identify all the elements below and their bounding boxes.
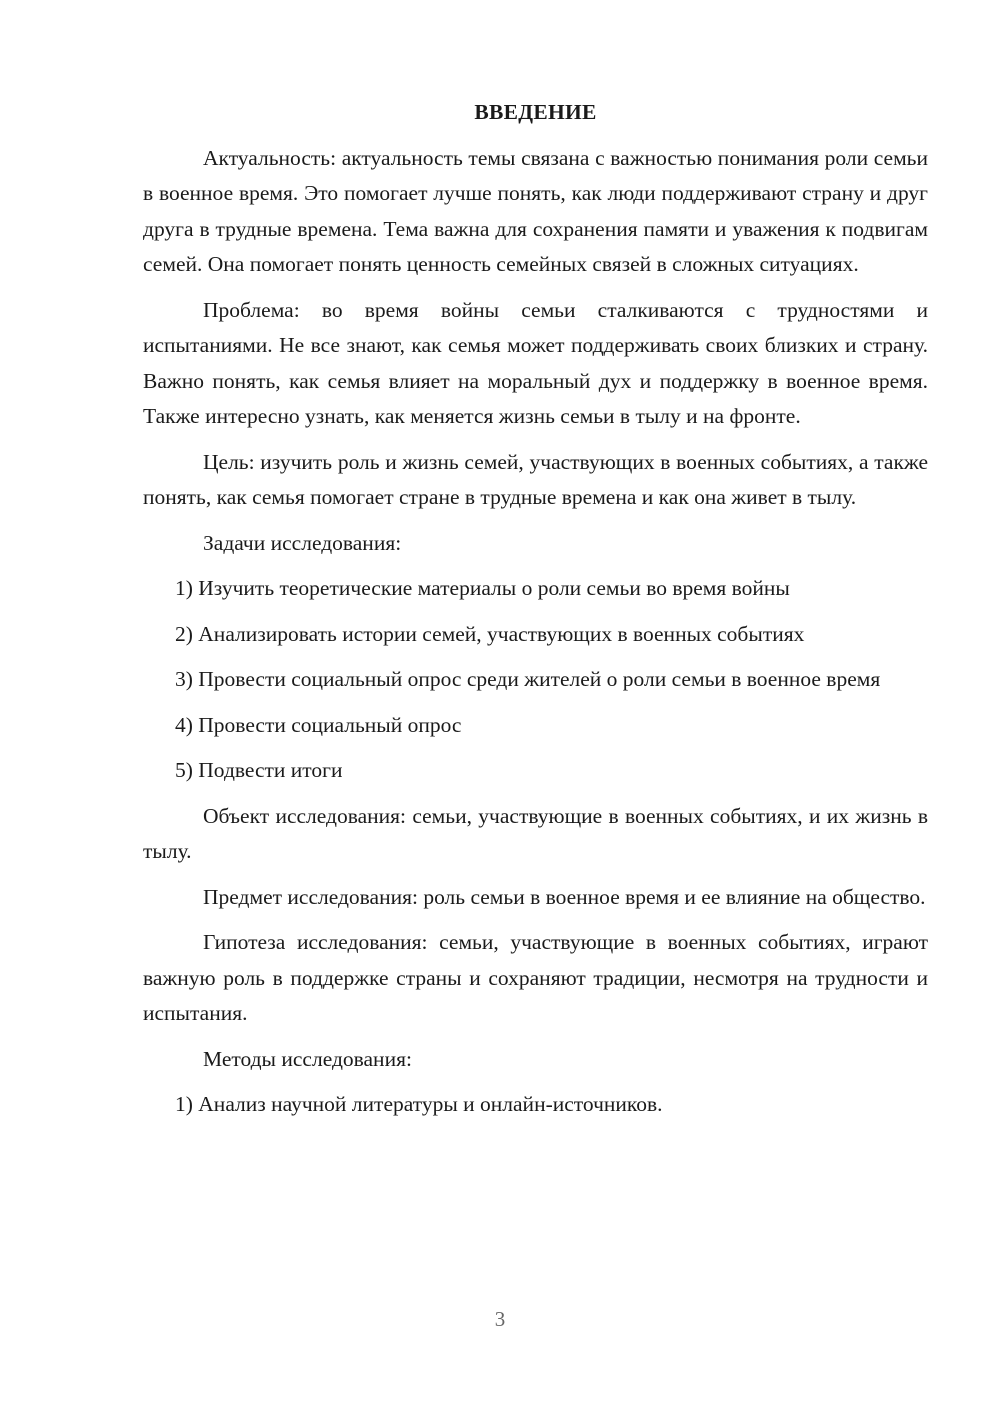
problem-paragraph: Проблема: во время войны семьи сталкиваются с трудностями и испытаниями. Не все знают, как семья может поддерживать своих близких и страну. Важно понять, как семья влияет на моральный дух и поддержку в военное время. Также интересно узнать, как меняется жизнь семьи в тылу и на фронте. xyxy=(143,297,928,428)
task-item-5: 5) Подвести итоги xyxy=(175,758,343,782)
goal-paragraph: Цель: изучить роль и жизнь семей, участвующих в военных событиях, а также понять, как семья помогает стране в трудные времена и как она живет в тылу. xyxy=(143,449,928,509)
task-item-3: 3) Провести социальный опрос среди жителей о роли семьи в военное время xyxy=(175,667,881,691)
relevance-paragraph: Актуальность: актуальность темы связана с важностью понимания роли семьи в военное время. Это помогает лучше понять, как люди поддерживают страну и друг друга в трудные времена. Тема важна для сохранения памяти и уважения к подвигам семей. Она помогает понять ценность семейных связей в сложных ситуациях. xyxy=(143,145,928,276)
methods-heading: Методы исследования: xyxy=(203,1046,412,1071)
hypothesis-paragraph: Гипотеза исследования: семьи, участвующие в военных событиях, играют важную роль в поддержке страны и сохраняют традиции, несмотря на трудности и испытания. xyxy=(143,930,928,1025)
task-item-2: 2) Анализировать истории семей, участвующих в военных событиях xyxy=(175,621,805,646)
page-number: 3 xyxy=(494,1307,506,1331)
tasks-heading: Задачи исследования: xyxy=(203,530,402,555)
method-item-1: 1) Анализ научной литературы и онлайн-источников. xyxy=(175,1092,663,1116)
section-title: ВВЕДЕНИЕ xyxy=(474,100,597,124)
page-content xyxy=(143,95,928,1133)
object-paragraph: Объект исследования: семьи, участвующие в военных событиях, и их жизнь в тылу. xyxy=(143,803,928,863)
task-item-1: 1) Изучить теоретические материалы о роли семьи во время войны xyxy=(175,576,790,600)
task-item-4: 4) Провести социальный опрос xyxy=(175,712,462,737)
subject-paragraph: Предмет исследования: роль семьи в военное время и ее влияние на общество. xyxy=(203,884,926,909)
